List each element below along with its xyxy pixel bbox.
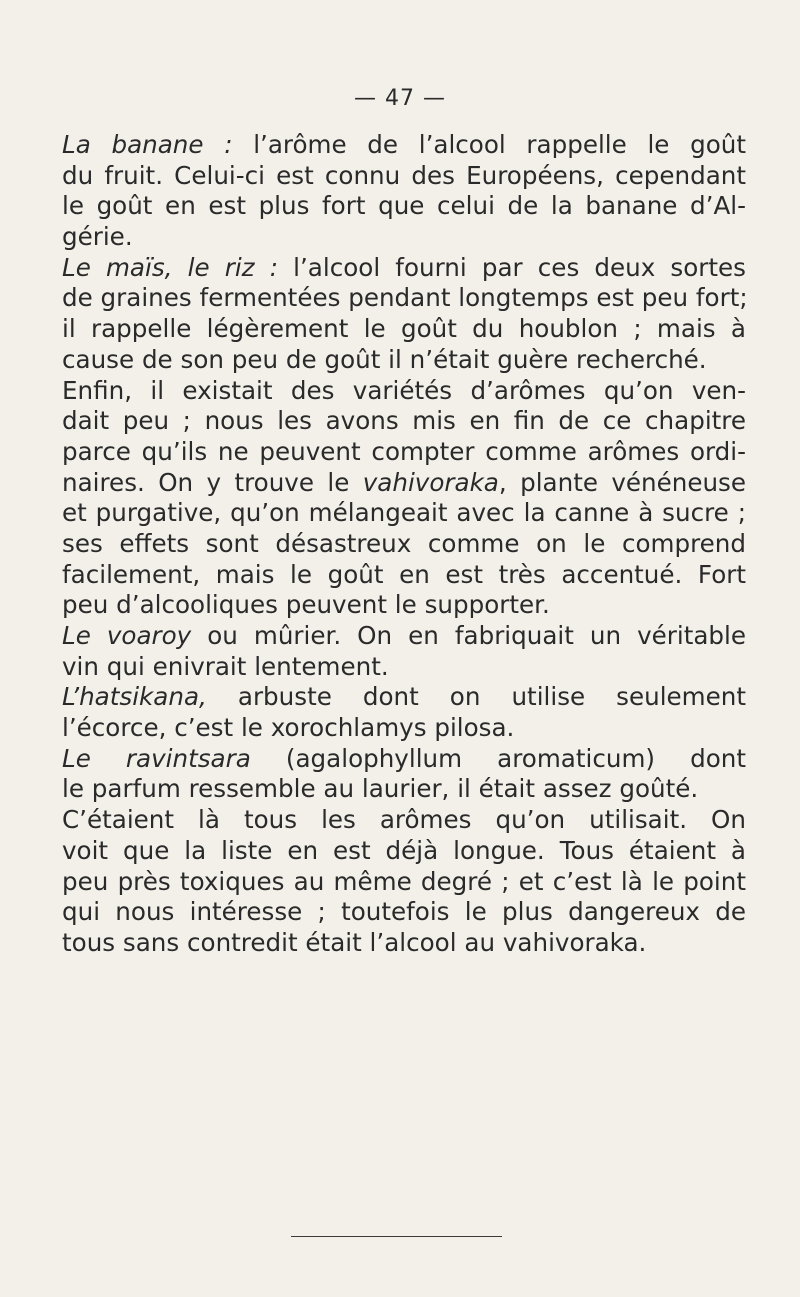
text-segment: l’écorce, c’est le xorochlamys pilosa. (62, 713, 515, 743)
text-segment: l’arôme de l’alcool rappelle le goût (232, 130, 746, 159)
text-segment: du fruit. Celui-ci est connu des Européens, cependant (62, 160, 746, 190)
text-line (62, 498, 746, 529)
text-line (62, 222, 746, 253)
text-line (62, 191, 746, 222)
text-line (62, 406, 746, 437)
text-segment: de graines fermentées pendant longtemps est peu fort; (62, 283, 748, 313)
text-segment: (agalophyllum aromaticum) dont (250, 743, 746, 773)
text-line (62, 928, 746, 959)
text-line (62, 437, 746, 468)
text-line (62, 744, 746, 775)
text-segment: , plante vénéneuse (498, 467, 746, 497)
section-end-rule (291, 1236, 502, 1237)
text-line (62, 376, 746, 407)
text-line (62, 590, 746, 621)
text-line (62, 867, 746, 898)
text-segment: naires. On y trouve le (62, 467, 363, 497)
text-line (62, 345, 746, 376)
text-segment: tous sans contredit était l’alcool au vahivoraka. (62, 927, 647, 957)
text-segment: il rappelle légèrement le goût du houblon ; mais à (62, 314, 746, 344)
text-line (62, 283, 746, 314)
text-segment: vin qui enivrait lentement. (62, 651, 389, 681)
text-segment: qui nous intéresse ; toutefois le plus dangereux de (62, 897, 746, 927)
text-line (62, 774, 746, 805)
italic-term: La banane : (62, 130, 233, 159)
text-segment: parce qu’ils ne peuvent compter comme arômes ordi- (62, 436, 746, 466)
body-text (62, 130, 746, 959)
text-segment: C’étaient là tous les arômes qu’on utilisait. On (62, 805, 746, 835)
italic-term: Le ravintsara (62, 743, 251, 773)
italic-term: Le voaroy (62, 621, 192, 650)
text-segment: le parfum ressemble au laurier, il était assez goûté. (62, 774, 699, 804)
text-segment: et purgative, qu’on mélangeait avec la canne à sucre ; (62, 498, 746, 528)
text-segment: voit que la liste en est déjà longue. Tous étaient à (62, 835, 746, 865)
italic-term: vahivoraka (362, 467, 499, 497)
text-segment: peu d’alcooliques peuvent le supporter. (62, 590, 550, 620)
text-segment: arbuste dont on utilise seulement (206, 682, 746, 712)
italic-term: Le maïs, le riz : (62, 252, 279, 282)
text-line (62, 314, 746, 345)
text-line (62, 713, 746, 744)
text-segment: ses effets sont désastreux comme on le comprend (62, 528, 746, 558)
text-line (62, 560, 746, 591)
text-line (62, 130, 746, 161)
text-segment: Enfin, il existait des variétés d’arômes qu’on ven- (62, 375, 746, 405)
text-line (62, 621, 746, 652)
text-line (62, 836, 746, 867)
text-segment: gérie. (62, 222, 133, 252)
text-line (62, 468, 746, 499)
text-segment: ou mûrier. On en fabriquait un véritable (191, 621, 746, 650)
text-line (62, 652, 746, 683)
text-line (62, 529, 746, 560)
text-line (62, 897, 746, 928)
text-segment: facilement, mais le goût en est très accentué. Fort (62, 559, 746, 589)
text-line (62, 682, 746, 713)
text-segment: peu près toxiques au même degré ; et c’est là le point (62, 866, 746, 896)
text-line (62, 805, 746, 836)
text-segment: dait peu ; nous les avons mis en fin de ce chapitre (62, 406, 746, 436)
italic-term: L’hatsikana, (62, 682, 207, 712)
page-number: — 47 — (354, 86, 446, 111)
text-line (62, 253, 746, 284)
text-segment: cause de son peu de goût il n’était guère recherché. (62, 344, 707, 374)
text-segment: le goût en est plus fort que celui de la banane d’Al- (62, 191, 746, 221)
text-line (62, 161, 746, 192)
text-segment: l’alcool fourni par ces deux sortes (278, 252, 746, 282)
